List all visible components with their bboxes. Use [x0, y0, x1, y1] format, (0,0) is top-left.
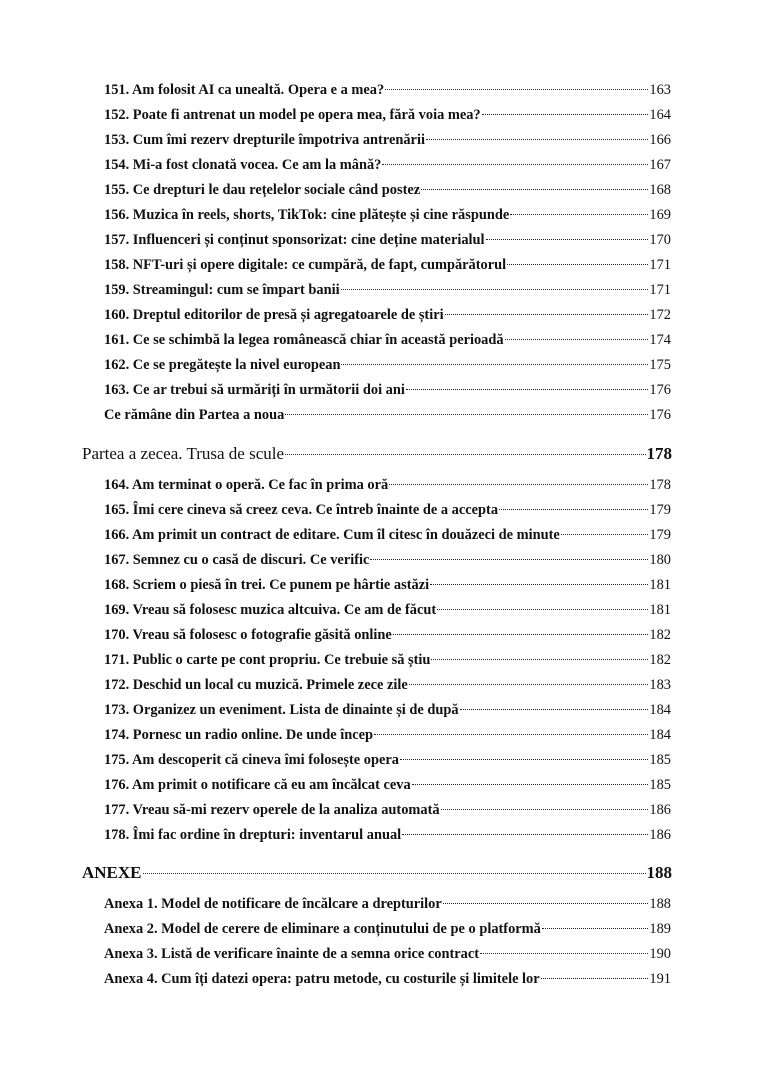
toc-entry-page: 167	[649, 157, 671, 173]
dot-leader	[482, 113, 649, 115]
dot-leader	[480, 952, 648, 954]
toc-entry-page: 185	[649, 752, 671, 768]
toc-entry[interactable]	[104, 749, 671, 771]
toc-entry-title: 172. Deschid un local cu muzică. Primele zece zile	[104, 677, 408, 693]
toc-entry[interactable]	[104, 79, 671, 101]
toc-entry-title: 155. Ce drepturi le dau rețelelor sociale când postez	[104, 182, 421, 198]
toc-entry-title: 156. Muzica în reels, shorts, TikTok: cine plătește și cine răspunde	[104, 207, 510, 223]
toc-entry-title: 169. Vreau să folosesc muzica altcuiva. Ce am de făcut	[104, 602, 437, 618]
toc-entry-title: 167. Semnez cu o casă de discuri. Ce verific	[104, 552, 370, 568]
toc-part-page: 188	[646, 863, 672, 882]
dot-leader	[460, 708, 649, 710]
dot-leader	[561, 533, 649, 535]
toc-entry[interactable]	[104, 524, 671, 546]
dot-leader	[486, 238, 649, 240]
dot-leader	[499, 508, 648, 510]
toc-entry-page: 183	[649, 677, 671, 693]
toc-entry[interactable]	[104, 204, 671, 226]
toc-entry[interactable]	[104, 674, 671, 696]
toc-entry-title: 178. Îmi fac ordine în drepturi: inventarul anual	[104, 827, 402, 843]
toc-entry-title: 154. Mi-a fost clonată vocea. Ce am la mână?	[104, 157, 382, 173]
dot-leader	[374, 733, 648, 735]
toc-entry[interactable]	[104, 499, 671, 521]
dot-leader	[426, 138, 648, 140]
toc-entry-title: 163. Ce ar trebui să urmăriți în următorii doi ani	[104, 382, 405, 398]
toc-entry-title: 174. Pornesc un radio online. De unde încep	[104, 727, 374, 743]
toc-entry-title: 165. Îmi cere cineva să creez ceva. Ce întreb înainte de a accepta	[104, 502, 499, 518]
toc-entry-page: 190	[649, 946, 671, 962]
dot-leader	[507, 263, 648, 265]
dot-leader	[341, 363, 648, 365]
toc-entry-page: 171	[649, 282, 671, 298]
toc-entry-page: 184	[649, 727, 671, 743]
toc-entry[interactable]	[104, 824, 671, 846]
dot-leader	[431, 658, 648, 660]
dot-leader	[510, 213, 648, 215]
dot-leader	[406, 388, 649, 390]
toc-entry-title: Anexa 2. Model de cerere de eliminare a conținutului de pe o platformă	[104, 921, 541, 937]
toc-entry[interactable]	[104, 699, 671, 721]
toc-entry-title: 177. Vreau să-mi rezerv operele de la analiza automată	[104, 802, 440, 818]
toc-entry-page: 182	[649, 627, 671, 643]
toc-entry-page: 170	[649, 232, 671, 248]
toc-entry-page: 182	[649, 652, 671, 668]
toc-entry[interactable]	[104, 379, 671, 401]
toc-entry-page: 179	[649, 527, 671, 543]
toc-entry-title: 160. Dreptul editorilor de presă și agregatoarele de știri	[104, 307, 444, 323]
toc-entry-title: 173. Organizez un eveniment. Lista de dinainte și de după	[104, 702, 459, 718]
toc-entry-title: 166. Am primit un contract de editare. Cum îl citesc în douăzeci de minute	[104, 527, 560, 543]
toc-entry-title: Anexa 4. Cum îți datezi opera: patru metode, cu costurile și limitele lor	[104, 971, 540, 987]
toc-entry-title: 157. Influenceri și conținut sponsorizat: cine deține materialul	[104, 232, 485, 248]
toc-entry-page: 186	[649, 802, 671, 818]
toc-annex-entry[interactable]	[104, 893, 671, 915]
toc-entry[interactable]	[104, 624, 671, 646]
toc-entry-title: 164. Am terminat o operă. Ce fac în prima oră	[104, 477, 389, 493]
toc-entry-page: 180	[649, 552, 671, 568]
toc-entry-page: 188	[649, 896, 671, 912]
toc-entry-title: 168. Scriem o piesă în trei. Ce punem pe hârtie astăzi	[104, 577, 430, 593]
toc-entry-page: 181	[649, 577, 671, 593]
toc-entry[interactable]	[104, 774, 671, 796]
toc-entry[interactable]	[104, 354, 671, 376]
toc-part-title: ANEXE	[82, 863, 142, 882]
toc-entry-title: 158. NFT-uri și opere digitale: ce cumpără, de fapt, cumpărătorul	[104, 257, 507, 273]
dot-leader	[143, 872, 646, 874]
dot-leader	[370, 558, 648, 560]
toc-entry-page: 179	[649, 502, 671, 518]
toc-entry-title: 161. Ce se schimbă la legea românească chiar în această perioadă	[104, 332, 504, 348]
toc-entry-page: 191	[649, 971, 671, 987]
toc-entry-page: 168	[649, 182, 671, 198]
dot-leader	[393, 633, 649, 635]
dot-leader	[505, 338, 649, 340]
toc-entry-title: 152. Poate fi antrenat un model pe opera mea, fără voia mea?	[104, 107, 481, 123]
toc-part-page: 178	[646, 444, 672, 463]
toc-entry[interactable]	[104, 279, 671, 301]
toc-entry[interactable]	[104, 179, 671, 201]
dot-leader	[341, 288, 649, 290]
toc-entry-title: 153. Cum îmi rezerv drepturile împotriva antrenării	[104, 132, 425, 148]
dot-leader	[385, 88, 648, 90]
toc-entry[interactable]	[104, 549, 671, 571]
dot-leader	[421, 188, 648, 190]
toc-entry-title: Anexa 1. Model de notificare de încălcare a drepturilor	[104, 896, 442, 912]
toc-entry[interactable]	[104, 329, 671, 351]
toc-entry-page: 176	[649, 382, 671, 398]
toc-entry-title: 175. Am descoperit că cineva îmi folosește opera	[104, 752, 399, 768]
toc-part-heading[interactable]	[82, 443, 672, 465]
toc-entry-page: 175	[649, 357, 671, 373]
toc-entry-page: 186	[649, 827, 671, 843]
toc-entry-page: 171	[649, 257, 671, 273]
dot-leader	[382, 163, 648, 165]
toc-entry[interactable]	[104, 799, 671, 821]
toc-entry[interactable]	[104, 129, 671, 151]
dot-leader	[409, 683, 649, 685]
toc-entry[interactable]	[104, 574, 671, 596]
toc-entry[interactable]	[104, 474, 671, 496]
dot-leader	[412, 783, 649, 785]
dot-leader	[400, 758, 648, 760]
dot-leader	[542, 927, 649, 929]
dot-leader	[430, 583, 648, 585]
toc-entry-page: 172	[649, 307, 671, 323]
toc-entry-page: 178	[649, 477, 671, 493]
toc-entry[interactable]	[104, 254, 671, 276]
toc-entry-summary[interactable]	[104, 404, 671, 426]
toc-entry-title: 176. Am primit o notificare că eu am încălcat ceva	[104, 777, 411, 793]
dot-leader	[389, 483, 648, 485]
toc-entry-page: 164	[649, 107, 671, 123]
dot-leader	[437, 608, 648, 610]
toc-entry-page: 174	[649, 332, 671, 348]
toc-entry-title: Anexa 3. Listă de verificare înainte de a semna orice contract	[104, 946, 480, 962]
toc-entry[interactable]	[104, 649, 671, 671]
toc-annex-entry[interactable]	[104, 968, 671, 990]
toc-entry-page: 181	[649, 602, 671, 618]
toc-entry[interactable]	[104, 154, 671, 176]
dot-leader	[441, 808, 649, 810]
dot-leader	[541, 977, 649, 979]
toc-entry-page: 189	[649, 921, 671, 937]
dot-leader	[443, 902, 649, 904]
dot-leader	[445, 313, 649, 315]
toc-entry-title: 170. Vreau să folosesc o fotografie găsită online	[104, 627, 392, 643]
toc-entry[interactable]	[104, 104, 671, 126]
toc-entry-title: 159. Streamingul: cum se împart banii	[104, 282, 340, 298]
dot-leader	[285, 453, 645, 455]
toc-entry[interactable]	[104, 599, 671, 621]
toc-anexe-heading[interactable]	[82, 862, 672, 884]
toc-part-title: Partea a zecea. Trusa de scule	[82, 444, 285, 463]
toc-entry-page: 166	[649, 132, 671, 148]
toc-entry-page: 184	[649, 702, 671, 718]
toc-entry-title: 162. Ce se pregătește la nivel european	[104, 357, 341, 373]
toc-entry-page: 169	[649, 207, 671, 223]
toc-entry[interactable]	[104, 229, 671, 251]
toc-entry[interactable]	[104, 724, 671, 746]
toc-entry[interactable]	[104, 304, 671, 326]
toc-entry-title: 171. Public o carte pe cont propriu. Ce trebuie să știu	[104, 652, 431, 668]
toc-entry-title: 151. Am folosit AI ca unealtă. Opera e a mea?	[104, 82, 385, 98]
toc-entry-title: Ce rămâne din Partea a noua	[104, 407, 285, 423]
toc-annex-entry[interactable]	[104, 943, 671, 965]
dot-leader	[402, 833, 648, 835]
toc-annex-entry[interactable]	[104, 918, 671, 940]
toc-entry-page: 185	[649, 777, 671, 793]
toc-entry-page: 176	[649, 407, 671, 423]
dot-leader	[285, 413, 648, 415]
toc-entry-page: 163	[649, 82, 671, 98]
